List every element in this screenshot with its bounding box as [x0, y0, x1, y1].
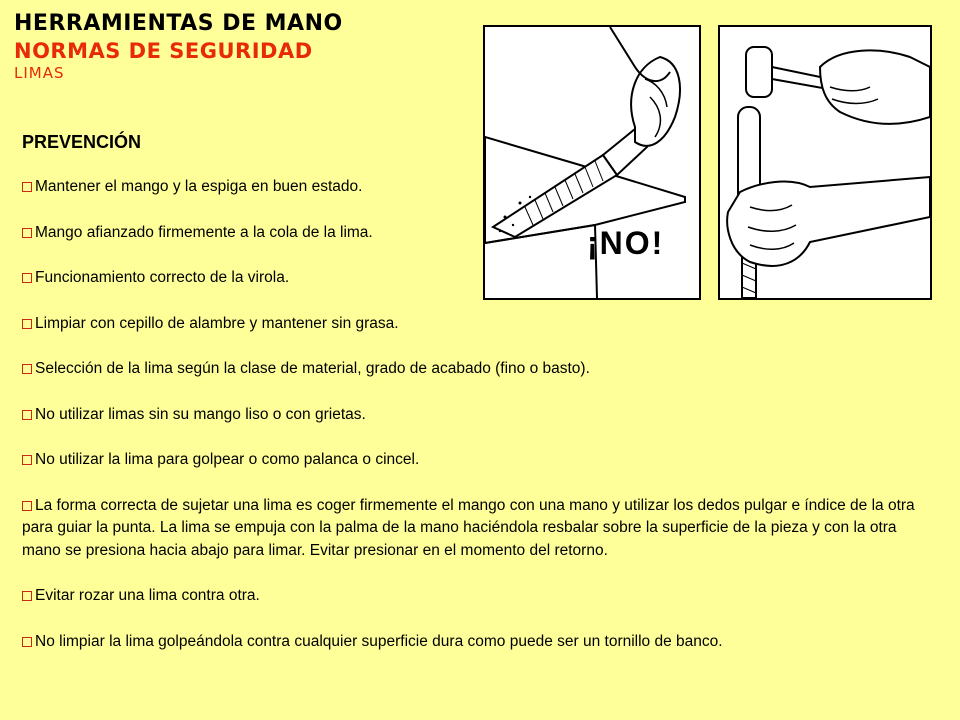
warning-label: ¡NO! [587, 225, 665, 261]
rule-text: Limpiar con cepillo de alambre y mantener sin grasa. [35, 314, 399, 332]
list-item [22, 495, 932, 563]
checkbox-bullet-icon [22, 410, 32, 420]
header [14, 10, 343, 82]
checkbox-bullet-icon [22, 182, 32, 192]
rule-text: Mango afianzado firmemente a la cola de la lima. [35, 223, 373, 241]
list-item [22, 313, 932, 336]
rule-text: Selección de la lima según la clase de material, grado de acabado (fino o basto). [35, 360, 590, 377]
page-title: HERRAMIENTAS DE MANO [14, 11, 343, 36]
checkbox-bullet-icon [22, 319, 32, 329]
checkbox-bullet-icon [22, 364, 32, 374]
list-item [22, 585, 932, 608]
rule-text: Funcionamiento correcto de la virola. [35, 269, 290, 286]
checkbox-bullet-icon [22, 228, 32, 238]
list-item [22, 358, 932, 381]
rule-text: Evitar rozar una lima contra otra. [35, 587, 260, 604]
list-item [22, 449, 932, 472]
section-heading: PREVENCIÓN [22, 132, 142, 152]
hammer-illustration [718, 25, 932, 300]
rule-text: La forma correcta de sujetar una lima es coger firmemente el mango con una mano y utilizar los dedos pulgar e índice de la otra para guiar la punta. La lima se empuja con la palma de la mano haciéndola resbalar sobre la superficie de la pieza y con la otra mano se presiona hacia abajo para limar. Evitar presionar en el momento del retorno. [22, 496, 915, 559]
hammer-drawing [720, 27, 930, 298]
checkbox-bullet-icon [22, 455, 32, 465]
checkbox-bullet-icon [22, 637, 32, 647]
rule-text: No limpiar la lima golpeándola contra cualquier superficie dura como puede ser un tornillo de banco. [35, 632, 723, 650]
list-item [22, 631, 932, 654]
rule-text: No utilizar limas sin su mango liso o con grietas. [35, 405, 366, 423]
list-item [22, 404, 932, 427]
filing-illustration [483, 25, 701, 300]
checkbox-bullet-icon [22, 501, 32, 511]
page-subtitle: NORMAS DE SEGURIDAD [14, 39, 313, 63]
checkbox-bullet-icon [22, 273, 32, 283]
topic-label: LIMAS [14, 64, 65, 82]
rule-text: No utilizar la lima para golpear o como palanca o cincel. [35, 451, 420, 468]
rule-text: Mantener el mango y la espiga en buen estado. [35, 178, 363, 195]
checkbox-bullet-icon [22, 591, 32, 601]
